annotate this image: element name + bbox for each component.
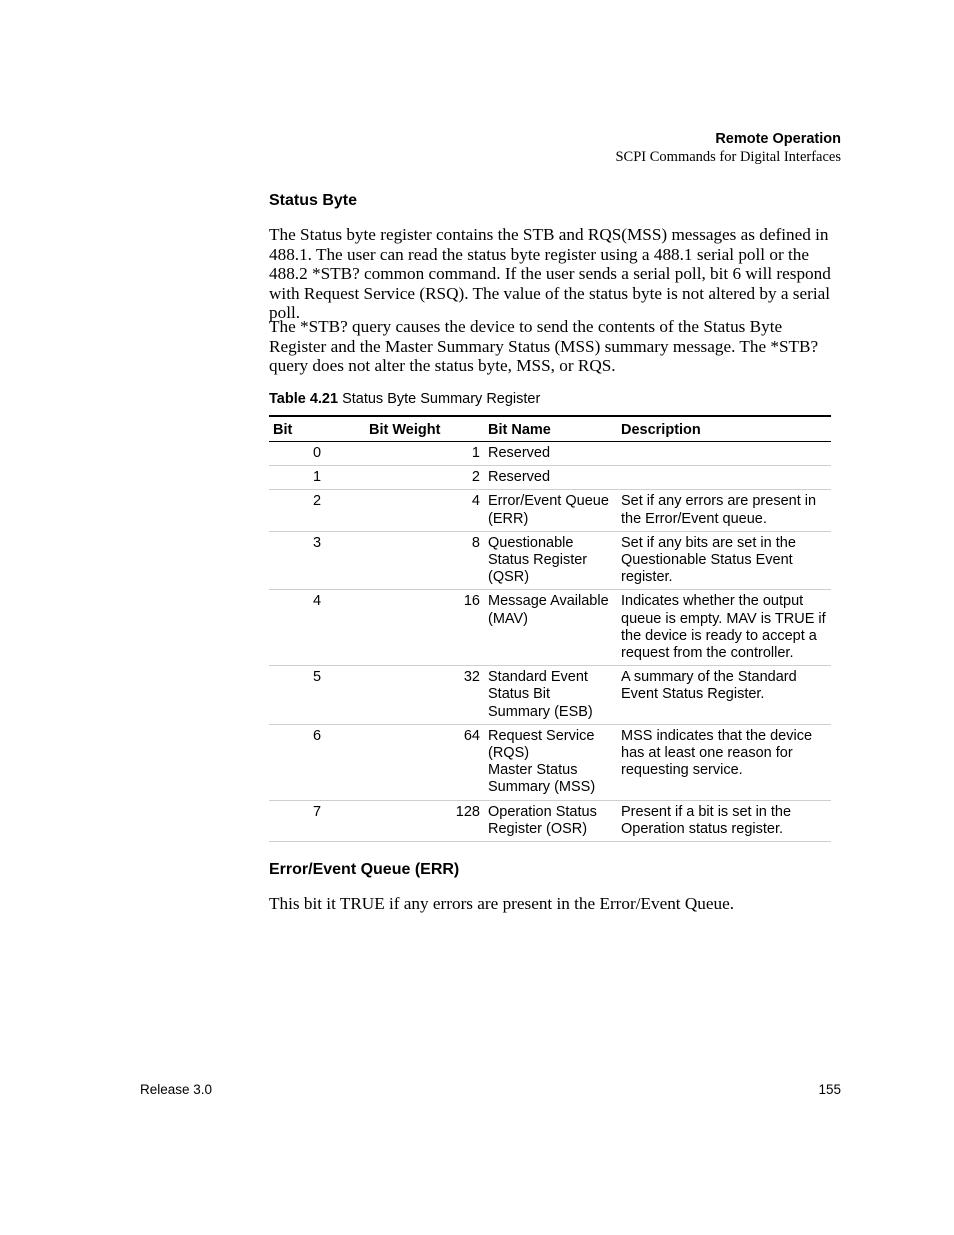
running-header-subtitle: SCPI Commands for Digital Interfaces	[615, 149, 841, 165]
table-caption	[269, 391, 841, 407]
table-row	[269, 466, 831, 490]
cell-description: A summary of the Standard Event Status Register.	[621, 669, 797, 703]
cell-description: Indicates whether the output queue is empty. MAV is TRUE if the device is ready to accept a request from the controller.	[621, 593, 826, 662]
section-heading: Status Byte	[269, 192, 358, 209]
running-header-title: Remote Operation	[715, 131, 841, 147]
cell-bit-weight: 16	[463, 593, 480, 610]
cell-bit-weight: 32	[463, 669, 480, 686]
table-caption-label: Table 4.21	[269, 391, 339, 407]
cell-bit-name: Message Available (MAV)	[488, 593, 609, 627]
cell-bit: 5	[312, 669, 322, 686]
cell-bit-weight: 64	[463, 727, 480, 744]
table-row	[269, 531, 831, 590]
status-byte-table	[269, 415, 831, 842]
section-status-byte	[269, 192, 841, 210]
footer-release: Release 3.0	[140, 1082, 213, 1097]
paragraph-1	[269, 225, 841, 323]
cell-bit-weight: 128	[455, 803, 480, 820]
cell-bit: 6	[312, 727, 322, 744]
column-header-description: Description	[621, 422, 701, 438]
table-row	[269, 442, 831, 466]
cell-bit: 1	[312, 469, 322, 486]
body-text: The Status byte register contains the STB and RQS(MSS) messages as defined in 488.1. The user can read the status byte register using a 488.1 serial poll or the 488.2 *STB? common command. If the user sends a serial poll, bit 6 will respond with Request Service (RSQ). The value of the status byte is not altered by a serial poll.	[269, 225, 831, 323]
paragraph-2	[269, 317, 841, 376]
cell-bit-name: Reserved	[488, 469, 551, 486]
cell-bit-name: Reserved	[488, 445, 551, 461]
table-row	[269, 666, 831, 725]
cell-bit: 3	[312, 534, 322, 551]
column-header-bit: Bit	[273, 422, 293, 438]
cell-bit-weight: 8	[471, 534, 480, 551]
table-caption-text: Status Byte Summary Register	[338, 391, 541, 407]
body-text: The *STB? query causes the device to send the contents of the Status Byte Register and the Master Summary Status (MSS) summary message. The *STB? query does not alter the status byte, MSS, or RQS.	[269, 317, 819, 376]
column-header-bit-weight: Bit Weight	[369, 422, 441, 438]
footer-page-number: 155	[818, 1082, 841, 1097]
table-row	[269, 590, 831, 666]
paragraph-3	[269, 894, 841, 914]
cell-bit: 7	[312, 803, 322, 820]
cell-bit-weight: 1	[471, 445, 480, 461]
cell-description	[617, 442, 831, 466]
cell-bit-name: Operation Status Register (OSR)	[488, 803, 597, 837]
table-row	[269, 490, 831, 531]
cell-description	[617, 466, 831, 490]
cell-bit: 4	[312, 593, 322, 610]
table-row	[269, 724, 831, 800]
cell-bit-weight: 2	[471, 469, 480, 486]
table-body	[269, 442, 831, 842]
cell-bit: 2	[312, 493, 322, 510]
column-header-bit-name: Bit Name	[488, 422, 551, 438]
table-row	[269, 800, 831, 841]
cell-bit-name: Questionable Status Register (QSR)	[488, 534, 588, 586]
section-error-event-queue	[269, 861, 841, 879]
cell-bit-name: Error/Event Queue (ERR)	[488, 493, 609, 527]
cell-description: Present if a bit is set in the Operation status register.	[621, 803, 792, 837]
cell-bit-name: Standard Event Status Bit Summary (ESB)	[488, 669, 593, 720]
cell-description: Set if any bits are set in the Questionable Status Event register.	[621, 534, 796, 586]
cell-bit: 0	[312, 445, 322, 461]
section-heading: Error/Event Queue (ERR)	[269, 861, 460, 878]
cell-description: Set if any errors are present in the Error/Event queue.	[621, 493, 817, 527]
cell-bit-weight: 4	[471, 493, 480, 510]
table-header-row	[269, 416, 831, 442]
body-text: This bit it TRUE if any errors are present in the Error/Event Queue.	[269, 894, 735, 913]
cell-bit-name: Request Service (RQS) Master Status Summary (MSS)	[488, 727, 596, 796]
cell-description: MSS indicates that the device has at least one reason for requesting service.	[621, 727, 813, 779]
